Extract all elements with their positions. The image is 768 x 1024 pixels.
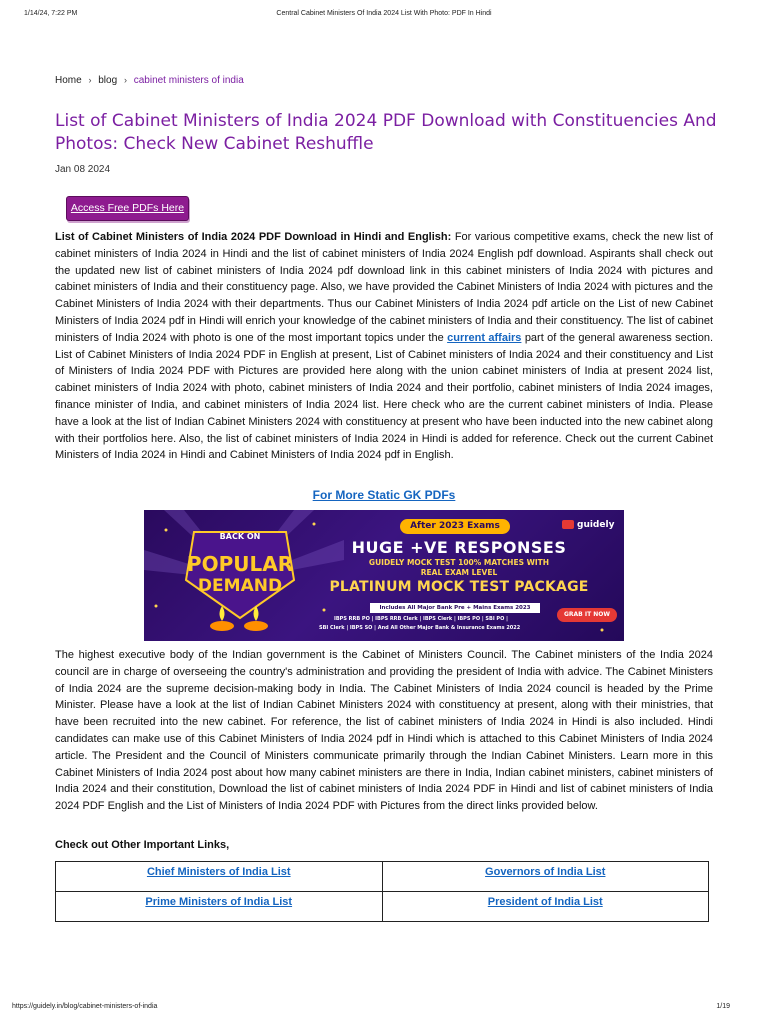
banner-brand-name: guidely <box>577 520 615 530</box>
breadcrumb-blog[interactable]: blog <box>98 75 118 86</box>
promo-banner[interactable] <box>144 510 624 641</box>
print-url: https://guidely.in/blog/cabinet-ministers-of-india <box>12 1003 158 1010</box>
table-cell <box>56 862 383 892</box>
breadcrumb <box>55 75 244 86</box>
static-gk-pdfs-link[interactable]: For More Static GK PDFs <box>312 488 456 502</box>
table-row <box>56 862 709 892</box>
banner-back-on: BACK ON <box>219 532 261 541</box>
breadcrumb-home[interactable]: Home <box>55 75 82 86</box>
banner-subtitle-2: REAL EXAM LEVEL <box>420 568 498 577</box>
prime-ministers-link[interactable]: Prime Ministers of India List <box>145 896 293 908</box>
chevron-right-icon: › <box>123 75 127 85</box>
banner-exams-line-2: SBI Clerk | IBPS SO | And All Other Major Bank & Insurance Exams 2022 <box>319 625 521 631</box>
print-page-number: 1/19 <box>716 1003 730 1010</box>
guidely-logo-icon <box>562 520 574 529</box>
banner-tag: After 2023 Exams <box>400 519 510 534</box>
banner-brand <box>562 520 614 530</box>
body-paragraph: The highest executive body of the Indian government is the Cabinet of Ministers Council. The Cabinet ministers of the India 2024 council are in charge of overseeing the country's administration and providing the president of India with advice. The Cabinet Ministers of India 2024 are the supreme decision-making body in India. The Cabinet Ministers of India 2024 council is headed by the Prime Minister. Please have a look at the list of Indian Cabinet Ministers 2024 with constituency at present, along with their ministries, that have been recruited into the new cabinet. For reference, the list of cabinet ministers of India 2024 in Hindi is also included. Hindi candidates can make use of this Cabinet Ministers of India 2024 pdf in Hindi which is attached to this Cabinet Ministers of India 2024 article. The President and the Council of Ministers communicate primarily through the Indian Cabinet Ministers. Learn more in this Cabinet Ministers of India 2024 post about how many cabinet ministers are there in India, Indian cabinet ministers, cabinet ministers of India 2024 and their constitution, Download the list of cabinet ministers of India 2024 PDF in Hindi and list of cabinet ministers of India 2024 PDF English and the List of Ministers of India 2024 PDF with Pictures from the direct links provided below. <box>55 649 713 813</box>
table-row <box>56 892 709 922</box>
president-link[interactable]: President of India List <box>487 896 603 908</box>
important-links-table <box>55 861 709 922</box>
chevron-right-icon: › <box>88 75 92 85</box>
table-cell <box>56 892 383 922</box>
article-date: Jan 08 2024 <box>55 164 111 175</box>
governors-link[interactable]: Governors of India List <box>485 866 606 878</box>
banner-subtitle-1: GUIDELY MOCK TEST 100% MATCHES WITH <box>368 558 550 567</box>
breadcrumb-current[interactable]: cabinet ministers of india <box>133 75 244 86</box>
intro-lead: List of Cabinet Ministers of India 2024 PDF Download in Hindi and English: <box>55 231 452 243</box>
print-page-title: Central Cabinet Ministers Of India 2024 List With Photo: PDF In Hindi <box>276 10 492 17</box>
chief-ministers-link[interactable]: Chief Ministers of India List <box>146 866 291 878</box>
article-title: List of Cabinet Ministers of India 2024 PDF Download with Constituencies And Photos: Check New Cabinet Reshuffle <box>55 111 717 154</box>
intro-text-b: part of the general awareness section. List of Cabinet Ministers of India 2024 PDF in English at present, List of Cabinet ministers of India 2024 and their constituency and List of Ministers of India 2024 PDF with Pictures are provided here along with the union cabinet ministers of India at present 2024 list, cabinet ministers of India 2024 with photo, cabinet ministers of India 2024 and their portfolio, cabinet ministers of India 2024 images, finance minister of India, and cabinet ministers of India 2024 list. Here check who are the current cabinet ministers of India. Please have a look at the list of Indian Cabinet Ministers 2024 with constituency at present who have been inducted into the new cabinet along with their portfolios here. Also, the list of cabinet ministers of India 2024 in Hindi is added for reference. Check out the current Cabinet Ministers of India 2024 in Hindi and Cabinet Ministers of India 2024 pdf in English. <box>55 331 713 462</box>
links-heading: Check out Other Important Links, <box>55 839 230 851</box>
banner-popular: POPULAR <box>186 552 294 576</box>
access-free-pdfs-button[interactable]: Access Free PDFs Here <box>66 196 189 221</box>
banner-grab-button[interactable]: GRAB IT NOW <box>557 608 617 622</box>
banner-exams-line-1: IBPS RRB PO | IBPS RRB Clerk | IBPS Clerk | IBPS PO | SBI PO | <box>334 616 508 622</box>
table-cell <box>382 892 709 922</box>
table-cell <box>382 862 709 892</box>
current-affairs-link[interactable]: current affairs <box>447 331 522 344</box>
print-footer <box>12 1003 730 1015</box>
banner-demand: DEMAND <box>197 576 283 596</box>
banner-includes: Includes All Major Bank Pre + Mains Exams 2023 <box>370 603 540 613</box>
print-datetime: 1/14/24, 7:22 PM <box>24 10 78 17</box>
print-header <box>24 10 744 22</box>
banner-package: PLATINUM MOCK TEST PACKAGE <box>329 579 589 595</box>
banner-headline: HUGE +VE RESPONSES <box>351 538 567 557</box>
intro-paragraph <box>55 229 713 464</box>
intro-text-a: For various competitive exams, check the new list of cabinet ministers of India 2024 in Hindi and the list of cabinet ministers of India 2024 English pdf download. Aspirants shall check out the updated new list of cabinet ministers of India 2024 pdf download link in this cabinet ministers of India 2024 with pictures and cabinet ministers of India and their constituency page. Also, we have provided the Cabinet Ministers of India 2024 with pictures and the Cabinet Ministers of India 2024 with their departments. Thus our Cabinet Ministers of India 2024 pdf article on the List of new Cabinet Ministers of India 2024 pdf in Hindi will enrich your knowledge of the cabinet ministers of India and their constituency. The list of cabinet ministers of India 2024 with photo is one of the most important topics under the <box>55 231 713 344</box>
